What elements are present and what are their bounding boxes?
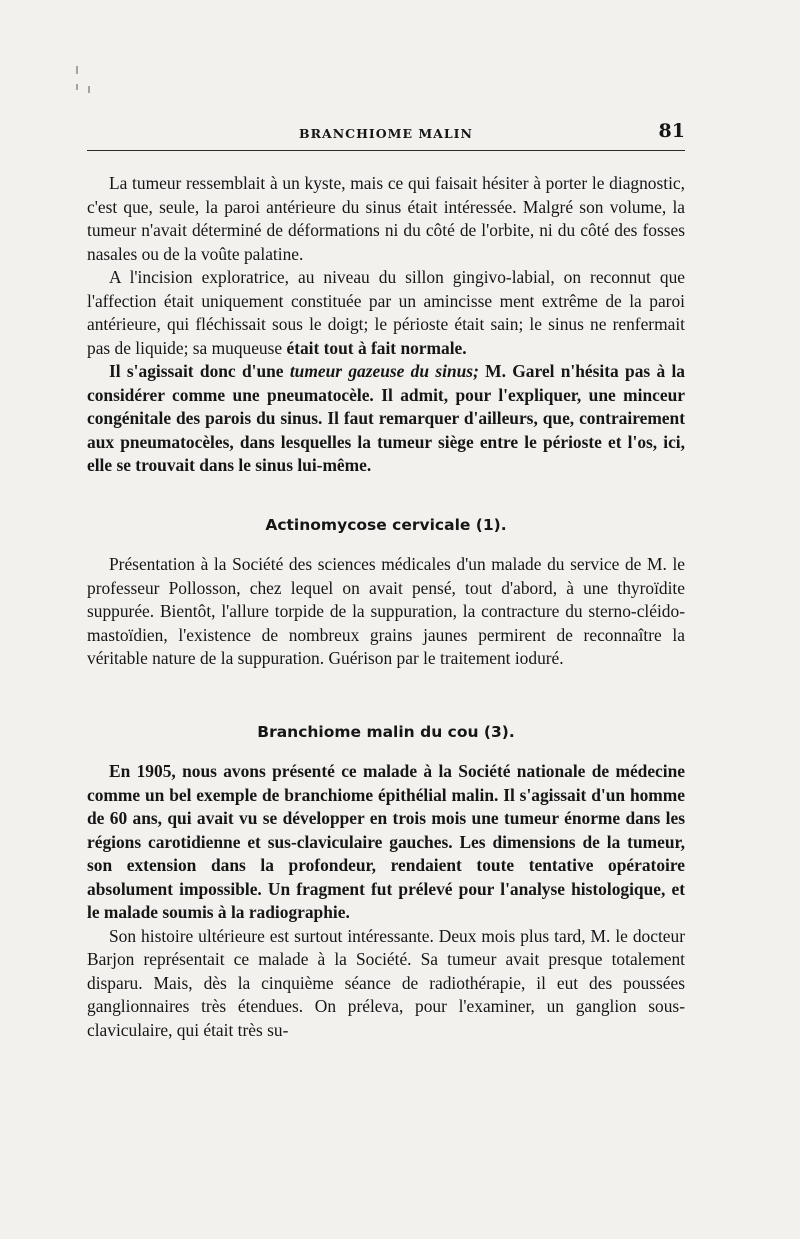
paragraph-incision xyxy=(87,266,685,360)
spacer xyxy=(87,744,685,760)
section-title-branchiome: Branchiome malin du cou (3). xyxy=(257,722,515,741)
paragraph-pneumatocele xyxy=(87,360,685,478)
section-title-actinomycose: Actinomycose cervicale (1). xyxy=(265,515,507,534)
paragraph-pneumatocele-end: M. Garel n'hésita pas à la considérer comme une pneumatocèle. Il admit, pour l'expliquer, une minceur congénitale des parois du sinus. Il faut remarquer d'ailleurs, que, contrairement aux pneumatocèles, dans lesquelles la tumeur siège entre le périoste et l'os, ici, elle se trouvait dans le sinus lui-même. xyxy=(87,361,685,475)
paragraph-branchiome-1: En 1905, nous avons présenté ce malade à la Société nationale de médecine comme un bel exemple de branchiome épithélial malin. Il s'agissait d'un homme de 60 ans, qui avait vu se développer en trois mois une tumeur énorme dans les régions carotidienne et sus-claviculaire gauches. Les dimensions de la tumeur, son extension dans la profondeur, rendaient toute tentative opératoire absolument impossible. Un fragment fut prélevé pour l'analyse histologique, et le malade soumis à la radiographie. xyxy=(87,761,685,922)
paragraph-branchiome-2: Son histoire ultérieure est surtout intéressante. Deux mois plus tard, M. le docteur Barjon représentait ce malade à la Société. Sa tumeur avait presque totalement disparu. Mais, dès la cinquième séance de radiothérapie, il eut des poussées ganglionnaires très étendues. On préleva, pour l'examiner, un ganglion sous-claviculaire, qui était très su- xyxy=(87,925,685,1040)
paragraph-incision-text: A l'incision exploratrice, au niveau du sillon gingivo-labial, on reconnut que l'affection était uniquement constituée par un amincisse ment extrême de la paroi antérieure, qui fléchissait sous le doigt; le périoste était sain; le sinus ne renfermait pas de liquide; sa muqueuse xyxy=(87,267,685,358)
margin-scan-marks xyxy=(75,60,95,100)
page-body xyxy=(87,172,685,1042)
spacer xyxy=(87,537,685,553)
paragraph-incision-bold: était tout à fait normale. xyxy=(286,337,467,358)
paragraph-pneumatocele-start: Il s'agissait donc d'une xyxy=(109,361,290,381)
spacer xyxy=(87,671,685,721)
paragraph-tumeur-kyste: La tumeur ressemblait à un kyste, mais ce qui faisait hésiter à porter le diagnostic, c'est que, seule, la paroi antérieure du sinus était intéressée. Malgré son volume, la tumeur n'avait déterminé de déformations ni du côté de l'orbite, ni du côté des fosses nasales ou de la voûte palatine. xyxy=(87,173,685,264)
page-header xyxy=(87,118,685,151)
spacer xyxy=(87,478,685,514)
running-title: BRANCHIOME MALIN xyxy=(299,126,473,141)
paragraph-actinomycose: Présentation à la Société des sciences médicales d'un malade du service de M. le professeur Pollosson, chez lequel on avait pensé, tout d'abord, à une thyroïdite suppurée. Bientôt, l'allure torpide de la suppuration, la contracture du sterno-cléido-mastoïdien, l'existence de nombreux grains jaunes permirent de reconnaître la véritable nature de la suppuration. Guérison par le traitement ioduré. xyxy=(87,554,685,668)
paragraph-pneumatocele-italic: tumeur gazeuse du sinus; xyxy=(289,361,479,381)
page-number: 81 xyxy=(658,120,685,142)
